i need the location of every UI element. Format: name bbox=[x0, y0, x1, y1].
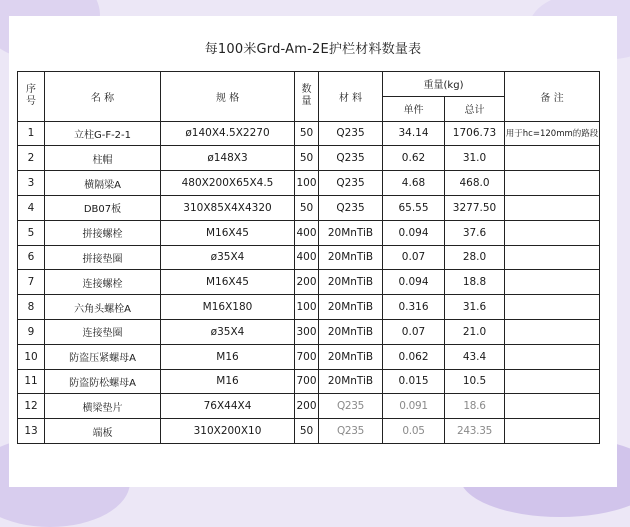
table-row bbox=[18, 270, 600, 295]
header-material: 材 料 bbox=[319, 72, 383, 122]
cell-spec: M16 bbox=[161, 344, 295, 369]
cell-material: 20MnTiB bbox=[319, 344, 383, 369]
cell-unit-weight: 0.07 bbox=[383, 245, 445, 270]
cell-no: 12 bbox=[18, 394, 45, 419]
cell-no: 9 bbox=[18, 319, 45, 344]
table-row bbox=[18, 295, 600, 320]
cell-name: 六角头螺栓A bbox=[45, 295, 161, 320]
cell-spec: M16X45 bbox=[161, 270, 295, 295]
cell-material: 20MnTiB bbox=[319, 245, 383, 270]
cell-name: 柱帽 bbox=[45, 146, 161, 171]
cell-qty: 300 bbox=[295, 319, 319, 344]
header-seq: 序 号 bbox=[18, 72, 45, 122]
cell-name: 拼接垫圈 bbox=[45, 245, 161, 270]
cell-unit-weight: 65.55 bbox=[383, 195, 445, 220]
table-row bbox=[18, 220, 600, 245]
cell-name: 防盗压紧螺母A bbox=[45, 344, 161, 369]
cell-unit-weight: 0.05 bbox=[383, 419, 445, 444]
cell-qty: 200 bbox=[295, 270, 319, 295]
cell-note bbox=[505, 195, 600, 220]
header-total-weight: 总计 bbox=[445, 96, 505, 121]
cell-spec: M16 bbox=[161, 369, 295, 394]
cell-no: 2 bbox=[18, 146, 45, 171]
cell-note bbox=[505, 419, 600, 444]
table-header-row bbox=[18, 72, 600, 97]
header-weight: 重量(kg) bbox=[383, 72, 505, 97]
cell-material: 20MnTiB bbox=[319, 220, 383, 245]
cell-note bbox=[505, 394, 600, 419]
cell-total-weight: 243.35 bbox=[445, 419, 505, 444]
header-qty: 数 量 bbox=[295, 72, 319, 122]
cell-name: 连接螺栓 bbox=[45, 270, 161, 295]
cell-material: 20MnTiB bbox=[319, 295, 383, 320]
cell-name: 横隔梁A bbox=[45, 171, 161, 196]
table-row bbox=[18, 121, 600, 146]
table-row bbox=[18, 369, 600, 394]
cell-note bbox=[505, 270, 600, 295]
cell-material: 20MnTiB bbox=[319, 319, 383, 344]
cell-unit-weight: 0.094 bbox=[383, 220, 445, 245]
table-row bbox=[18, 319, 600, 344]
cell-name: 横梁垫片 bbox=[45, 394, 161, 419]
cell-spec: ø140X4.5X2270 bbox=[161, 121, 295, 146]
cell-total-weight: 31.6 bbox=[445, 295, 505, 320]
cell-unit-weight: 0.094 bbox=[383, 270, 445, 295]
cell-no: 11 bbox=[18, 369, 45, 394]
cell-material: Q235 bbox=[319, 195, 383, 220]
cell-qty: 400 bbox=[295, 220, 319, 245]
cell-spec: ø148X3 bbox=[161, 146, 295, 171]
cell-no: 13 bbox=[18, 419, 45, 444]
cell-no: 10 bbox=[18, 344, 45, 369]
cell-spec: 480X200X65X4.5 bbox=[161, 171, 295, 196]
header-spec: 规 格 bbox=[161, 72, 295, 122]
cell-total-weight: 43.4 bbox=[445, 344, 505, 369]
cell-no: 7 bbox=[18, 270, 45, 295]
cell-total-weight: 468.0 bbox=[445, 171, 505, 196]
cell-name: 拼接螺栓 bbox=[45, 220, 161, 245]
cell-unit-weight: 0.316 bbox=[383, 295, 445, 320]
cell-name: DB07板 bbox=[45, 195, 161, 220]
cell-note bbox=[505, 369, 600, 394]
cell-unit-weight: 4.68 bbox=[383, 171, 445, 196]
cell-material: Q235 bbox=[319, 121, 383, 146]
cell-total-weight: 3277.50 bbox=[445, 195, 505, 220]
cell-name: 连接垫圈 bbox=[45, 319, 161, 344]
cell-spec: 310X200X10 bbox=[161, 419, 295, 444]
cell-name: 端板 bbox=[45, 419, 161, 444]
cell-total-weight: 37.6 bbox=[445, 220, 505, 245]
cell-qty: 50 bbox=[295, 146, 319, 171]
cell-qty: 50 bbox=[295, 419, 319, 444]
cell-spec: M16X180 bbox=[161, 295, 295, 320]
cell-material: Q235 bbox=[319, 419, 383, 444]
cell-unit-weight: 0.07 bbox=[383, 319, 445, 344]
cell-material: 20MnTiB bbox=[319, 369, 383, 394]
cell-unit-weight: 0.015 bbox=[383, 369, 445, 394]
cell-qty: 100 bbox=[295, 171, 319, 196]
cell-qty: 700 bbox=[295, 369, 319, 394]
cell-qty: 100 bbox=[295, 295, 319, 320]
cell-no: 3 bbox=[18, 171, 45, 196]
cell-no: 6 bbox=[18, 245, 45, 270]
cell-note bbox=[505, 319, 600, 344]
document-title: 每100米Grd-Am-2E护栏材料数量表 bbox=[204, 42, 422, 57]
header-name: 名 称 bbox=[45, 72, 161, 122]
table-row bbox=[18, 171, 600, 196]
table-row bbox=[18, 146, 600, 171]
header-note: 备 注 bbox=[505, 72, 600, 122]
cell-total-weight: 28.0 bbox=[445, 245, 505, 270]
table-row bbox=[18, 245, 600, 270]
document-sheet bbox=[9, 16, 617, 487]
cell-spec: 310X85X4X4320 bbox=[161, 195, 295, 220]
cell-note bbox=[505, 344, 600, 369]
cell-total-weight: 21.0 bbox=[445, 319, 505, 344]
cell-note bbox=[505, 295, 600, 320]
cell-note bbox=[505, 245, 600, 270]
materials-table bbox=[17, 71, 600, 444]
table-row bbox=[18, 394, 600, 419]
cell-qty: 50 bbox=[295, 195, 319, 220]
cell-total-weight: 10.5 bbox=[445, 369, 505, 394]
cell-unit-weight: 0.062 bbox=[383, 344, 445, 369]
cell-spec: ø35X4 bbox=[161, 319, 295, 344]
cell-material: 20MnTiB bbox=[319, 270, 383, 295]
cell-name: 立柱G-F-2-1 bbox=[45, 121, 161, 146]
table-row bbox=[18, 195, 600, 220]
cell-total-weight: 31.0 bbox=[445, 146, 505, 171]
cell-material: Q235 bbox=[319, 394, 383, 419]
cell-no: 4 bbox=[18, 195, 45, 220]
header-unit-weight: 单件 bbox=[383, 96, 445, 121]
cell-no: 1 bbox=[18, 121, 45, 146]
cell-material: Q235 bbox=[319, 146, 383, 171]
cell-spec: 76X44X4 bbox=[161, 394, 295, 419]
cell-unit-weight: 34.14 bbox=[383, 121, 445, 146]
cell-qty: 50 bbox=[295, 121, 319, 146]
cell-spec: M16X45 bbox=[161, 220, 295, 245]
cell-total-weight: 1706.73 bbox=[445, 121, 505, 146]
cell-note bbox=[505, 220, 600, 245]
cell-material: Q235 bbox=[319, 171, 383, 196]
cell-total-weight: 18.8 bbox=[445, 270, 505, 295]
cell-note: 用于hc=120mm的路段 bbox=[505, 121, 600, 146]
cell-unit-weight: 0.62 bbox=[383, 146, 445, 171]
cell-unit-weight: 0.091 bbox=[383, 394, 445, 419]
table-row bbox=[18, 344, 600, 369]
cell-name: 防盗防松螺母A bbox=[45, 369, 161, 394]
cell-spec: ø35X4 bbox=[161, 245, 295, 270]
cell-qty: 700 bbox=[295, 344, 319, 369]
cell-note bbox=[505, 171, 600, 196]
cell-total-weight: 18.6 bbox=[445, 394, 505, 419]
cell-no: 8 bbox=[18, 295, 45, 320]
cell-no: 5 bbox=[18, 220, 45, 245]
cell-qty: 200 bbox=[295, 394, 319, 419]
table-row bbox=[18, 419, 600, 444]
cell-note bbox=[505, 146, 600, 171]
cell-qty: 400 bbox=[295, 245, 319, 270]
